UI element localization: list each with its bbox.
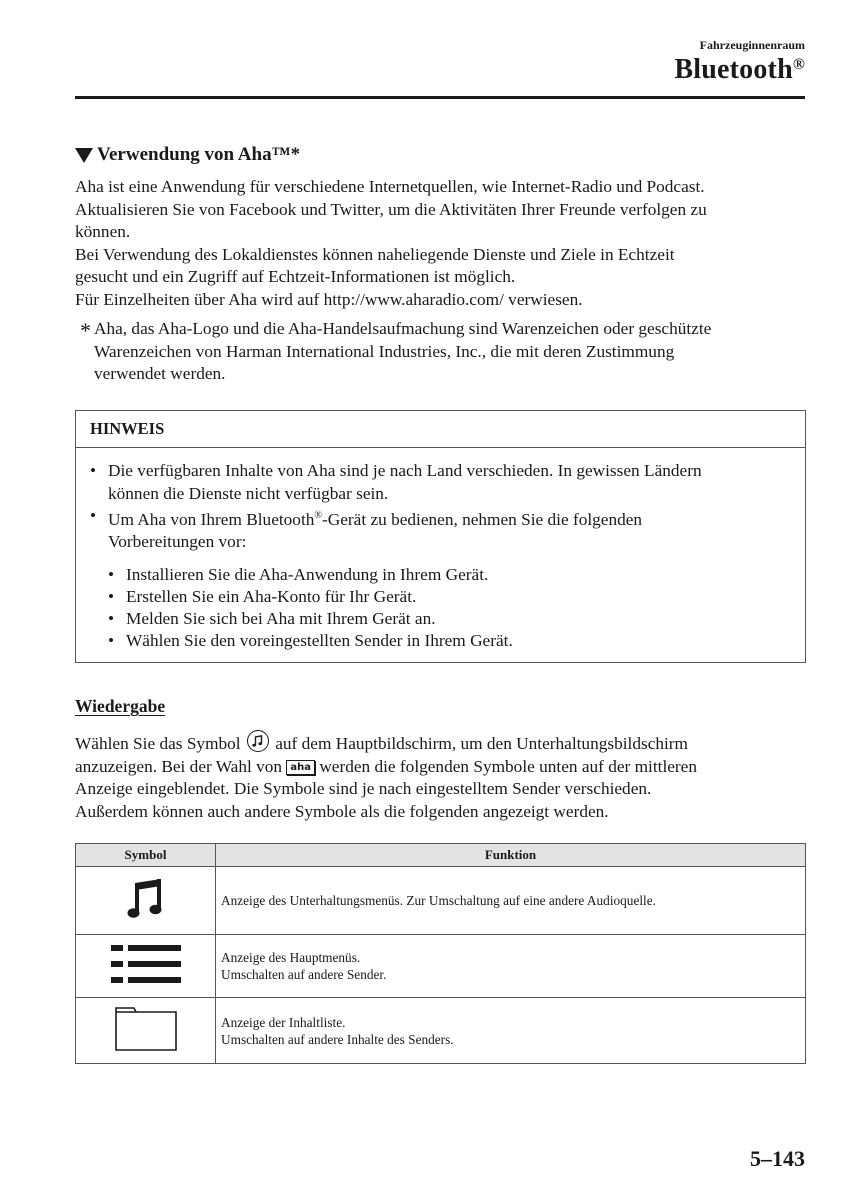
menu-list-icon [111,943,181,985]
page-number: 5–143 [750,1146,805,1171]
table-row [76,998,806,1064]
symbol-table [75,843,806,1064]
table-header-row [76,844,806,867]
section-heading [75,144,300,166]
playback-heading: Wiedergabe [75,696,166,716]
music-note-icon [126,877,166,921]
function-text: Anzeige des Unterhaltungsmenüs. Zur Umschaltung auf eine andere Audioquelle. [221,893,656,908]
function-text: Anzeige des Hauptmenüs. [221,950,361,965]
note-bullet: • Um Aha von Ihrem Bluetooth®-Gerät zu bedienen, nehmen Sie die folgenden Vorbereitungen vor: [90,506,643,552]
function-text: Anzeige der Inhaltliste. [221,1014,346,1030]
trademark-footnote: * Aha, das Aha-Logo und die Aha-Handelsaufmachung sind Warenzeichen oder geschützte Warenzeichen von Harman International Industries, Inc., die mit deren Zustimmung verwendet werden. [80,318,805,386]
note-header [76,411,805,448]
folder-icon [114,1006,178,1052]
header-divider [75,96,805,99]
table-row [76,867,806,935]
playback-paragraph: Wählen Sie das Symbol auf dem Hauptbildschirm, um den Unterhaltungsbildschirm anzuzeigen. Bei der Wahl von aha werden die folgenden Symbole unten auf der mittleren Anzeige eingeblendet. Die Symbole sind je nach eingestelltem Sender verschieden. Außerdem können auch andere Symbole als die folgenden angezeigt werden. [75,730,810,823]
music-note-circle-icon [247,730,269,752]
note-box [75,410,806,663]
note-sub-item: • Installieren Sie die Aha-Anwendung in Ihrem Gerät. [108,565,489,584]
section-heading-text: Verwendung von Aha™* [97,144,301,165]
header-section-label: Fahrzeuginnenraum [699,38,805,52]
function-text: Umschalten auf andere Sender. [221,967,387,982]
function-text: Umschalten auf andere Inhalte des Senders. [221,1031,454,1047]
footnote-mark: * [80,318,91,343]
intro-paragraph: Aha ist eine Anwendung für verschiedene Internetquellen, wie Internet-Radio und Podcast. Aktualisieren Sie von Facebook und Twitter, um die Aktivitäten Ihrer Freunde verfolgen zu können. Bei Verwendung des Lokaldienstes können naheliegende Dienste und Ziele in Echtzeit gesucht und ein Zugriff auf Echtzeit-Informationen ist möglich. Für Einzelheiten über Aha wird auf http://www.aharadio.com/ verwiesen. [75,177,707,309]
note-sub-item: • Wählen Sie den voreingestellten Sender in Ihrem Gerät. [108,631,513,650]
table-row [76,935,806,998]
column-header-symbol: Symbol [76,844,216,867]
note-sub-item: • Melden Sie sich bei Aha mit Ihrem Gerät an. [108,609,436,628]
triangle-marker-icon [75,148,93,163]
column-header-function: Funktion [216,844,806,867]
note-title: HINWEIS [90,419,165,438]
note-bullet: • Die verfügbaren Inhalte von Aha sind je nach Land verschieden. In gewissen Ländern können die Dienste nicht verfügbar sein. [90,461,702,503]
note-sub-item: • Erstellen Sie ein Aha-Konto für Ihr Gerät. [108,587,417,606]
aha-badge-icon: aha [286,760,315,775]
page-title: Bluetooth® [674,54,805,85]
